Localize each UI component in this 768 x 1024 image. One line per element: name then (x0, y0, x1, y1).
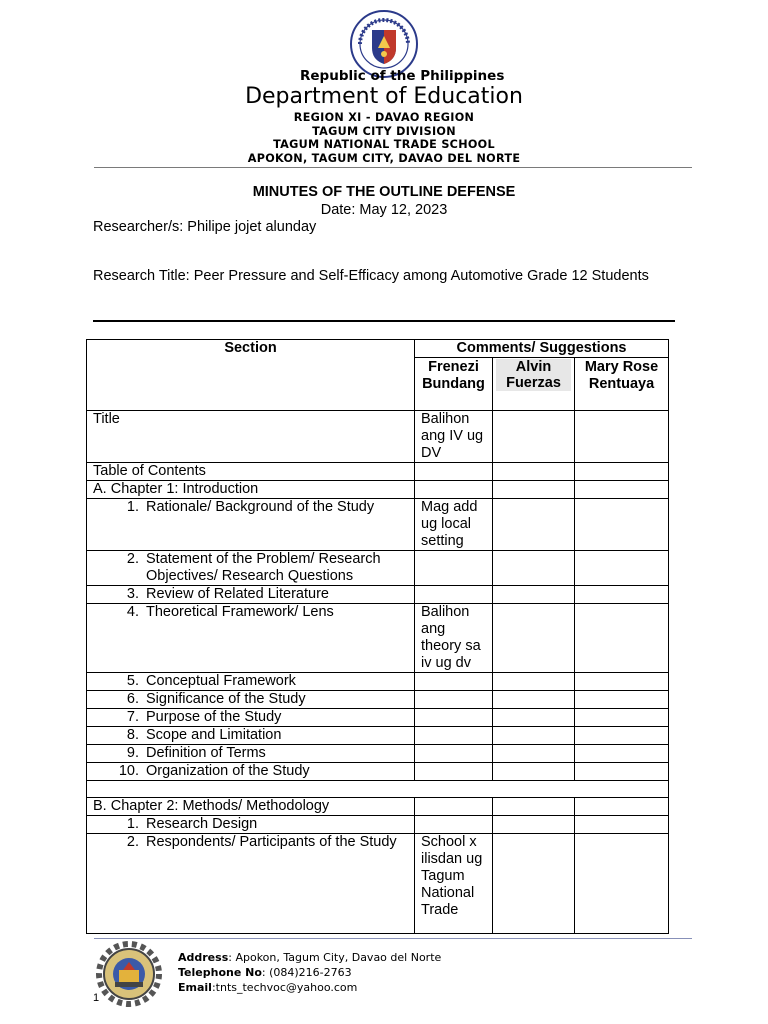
item-number: 9. (126, 745, 139, 761)
section-subitem (93, 691, 408, 708)
section-subitem (93, 673, 408, 690)
item-number: 1. (126, 816, 139, 832)
comment-cell-evaluator-1 (415, 745, 493, 763)
item-label: Theoretical Framework/ Lens (146, 604, 334, 620)
table-row (87, 604, 669, 673)
comment-cell-evaluator-1 (415, 798, 493, 816)
comment-cell-evaluator-3 (575, 745, 669, 763)
comment-cell-evaluator-2 (493, 763, 575, 781)
section-cell (87, 745, 415, 763)
comment-cell-evaluator-1 (415, 709, 493, 727)
comment-cell-evaluator-2 (493, 709, 575, 727)
item-number: 6. (126, 691, 139, 707)
comment-cell-evaluator-2 (493, 463, 575, 481)
comment-cell-evaluator-2 (493, 499, 575, 551)
table-row (87, 551, 669, 586)
section-cell (87, 499, 415, 551)
table-row (87, 709, 669, 727)
comment-cell-evaluator-3 (575, 709, 669, 727)
evaluator-3-header: Mary Rose Rentuaya (575, 358, 669, 411)
researcher-line: Researcher/s: Philipe jojet alunday (93, 219, 317, 235)
item-number: 8. (126, 727, 139, 743)
section-cell (87, 551, 415, 586)
evaluator-2-header: Alvin Fuerzas (493, 358, 575, 411)
section-subitem (93, 834, 408, 851)
section-cell (87, 691, 415, 709)
section-subitem (93, 763, 408, 780)
comment-cell-evaluator-1 (415, 727, 493, 745)
header-address: APOKON, TAGUM CITY, DAVAO DEL NORTE (247, 152, 521, 165)
section-cell: Title (87, 411, 415, 463)
document-date: Date: May 12, 2023 (320, 202, 448, 218)
item-number: 2. (126, 834, 139, 850)
section-cell (87, 727, 415, 745)
comment-cell-evaluator-3 (575, 727, 669, 745)
footer-telephone: Telephone No: (084)216-2763 (178, 966, 352, 979)
item-label: Conceptual Framework (146, 673, 296, 689)
section-subitem (93, 745, 408, 762)
footer-address: Address: Apokon, Tagum City, Davao del Norte (178, 951, 442, 964)
comment-cell-evaluator-3 (575, 798, 669, 816)
comment-cell-evaluator-2 (493, 816, 575, 834)
section-cell (87, 673, 415, 691)
item-label: Statement of the Problem/ Research Objectives/ Research Questions (146, 551, 381, 584)
comment-cell-evaluator-3 (575, 551, 669, 586)
table-row (87, 673, 669, 691)
comment-cell-evaluator-2 (493, 481, 575, 499)
item-number: 2. (126, 551, 139, 567)
header-republic: Republic of the Philippines (300, 68, 505, 84)
comment-cell-evaluator-3 (575, 481, 669, 499)
table-row (87, 586, 669, 604)
comment-cell-evaluator-3 (575, 499, 669, 551)
item-label: Rationale/ Background of the Study (146, 499, 375, 515)
item-label: Respondents/ Participants of the Study (146, 834, 397, 850)
section-cell: Table of Contents (87, 463, 415, 481)
evaluation-table-body (87, 340, 669, 934)
item-label: Review of Related Literature (146, 586, 329, 602)
item-label: Definition of Terms (146, 745, 266, 761)
item-number: 5. (126, 673, 139, 689)
header-region: REGION XI - DAVAO REGION (293, 111, 475, 124)
comment-cell-evaluator-3 (575, 463, 669, 481)
title-divider (93, 320, 675, 322)
section-subitem (93, 586, 408, 603)
section-column-header: Section (87, 340, 415, 411)
comment-cell-evaluator-2 (493, 604, 575, 673)
comment-cell-evaluator-2 (493, 745, 575, 763)
table-row (87, 411, 669, 463)
comment-cell-evaluator-1 (415, 673, 493, 691)
section-cell (87, 586, 415, 604)
item-label: Significance of the Study (146, 691, 306, 707)
item-number: 7. (126, 709, 139, 725)
table-row (87, 816, 669, 834)
evaluation-table (86, 339, 669, 934)
comment-cell-evaluator-1 (415, 816, 493, 834)
comment-cell-evaluator-3 (575, 586, 669, 604)
section-cell (87, 816, 415, 834)
comments-column-header: Comments/ Suggestions (415, 340, 669, 358)
document-title: MINUTES OF THE OUTLINE DEFENSE (252, 184, 516, 200)
footer-email: Email:tnts_techvoc@yahoo.com (178, 981, 358, 994)
comment-cell-evaluator-2 (493, 411, 575, 463)
header-divider (94, 167, 692, 168)
table-row (87, 834, 669, 934)
section-subitem (93, 604, 408, 621)
table-spacer-row (87, 781, 669, 798)
header-department: Department of Education (245, 84, 523, 109)
item-number: 4. (126, 604, 139, 620)
comment-cell-evaluator-2 (493, 834, 575, 934)
comment-cell-evaluator-2 (493, 673, 575, 691)
comment-cell-evaluator-2 (493, 551, 575, 586)
comment-cell-evaluator-1: Balihon ang theory sa iv ug dv (415, 604, 493, 673)
comment-cell-evaluator-3 (575, 411, 669, 463)
comment-cell-evaluator-1 (415, 691, 493, 709)
section-cell (87, 604, 415, 673)
section-subitem (93, 551, 408, 585)
header-school: TAGUM NATIONAL TRADE SCHOOL (273, 138, 495, 151)
spacer-cell (87, 781, 669, 798)
section-subitem (93, 816, 408, 833)
comment-cell-evaluator-2 (493, 691, 575, 709)
section-subitem (93, 709, 408, 726)
section-cell: B. Chapter 2: Methods/ Methodology (87, 798, 415, 816)
header-division: TAGUM CITY DIVISION (312, 125, 456, 138)
table-row (87, 499, 669, 551)
footer-divider (94, 938, 692, 939)
comment-cell-evaluator-1: Mag add ug local setting (415, 499, 493, 551)
item-label: Purpose of the Study (146, 709, 282, 725)
comment-cell-evaluator-1: Balihon ang IV ug DV (415, 411, 493, 463)
item-number: 10. (118, 763, 139, 779)
table-row (87, 745, 669, 763)
comment-cell-evaluator-1 (415, 763, 493, 781)
comment-cell-evaluator-1 (415, 463, 493, 481)
school-gear-logo (92, 941, 166, 1007)
table-row (87, 463, 669, 481)
comment-cell-evaluator-3 (575, 763, 669, 781)
item-label: Research Design (146, 816, 258, 832)
section-cell (87, 763, 415, 781)
comment-cell-evaluator-3 (575, 816, 669, 834)
comment-cell-evaluator-3 (575, 673, 669, 691)
table-row (87, 481, 669, 499)
comment-cell-evaluator-2 (493, 586, 575, 604)
research-title: Research Title: Peer Pressure and Self-Efficacy among Automotive Grade 12 Students (93, 268, 649, 284)
item-number: 1. (126, 499, 139, 515)
section-cell (87, 834, 415, 934)
table-row (87, 798, 669, 816)
item-label: Organization of the Study (146, 763, 310, 779)
item-number: 3. (126, 586, 139, 602)
item-label: Scope and Limitation (146, 727, 282, 743)
comment-cell-evaluator-1 (415, 586, 493, 604)
comment-cell-evaluator-1: School x ilisdan ug Tagum National Trade (415, 834, 493, 934)
section-subitem (93, 727, 408, 744)
comment-cell-evaluator-2 (493, 798, 575, 816)
table-row (87, 763, 669, 781)
section-subitem (93, 499, 408, 516)
comment-cell-evaluator-3 (575, 691, 669, 709)
section-cell: A. Chapter 1: Introduction (87, 481, 415, 499)
table-row (87, 727, 669, 745)
page-number: 1 (93, 992, 100, 1004)
evaluator-1-header: Frenezi Bundang (415, 358, 493, 411)
comment-cell-evaluator-1 (415, 481, 493, 499)
section-cell (87, 709, 415, 727)
comment-cell-evaluator-3 (575, 604, 669, 673)
comment-cell-evaluator-1 (415, 551, 493, 586)
comment-cell-evaluator-2 (493, 727, 575, 745)
comment-cell-evaluator-3 (575, 834, 669, 934)
table-header-row (87, 340, 669, 358)
table-row (87, 691, 669, 709)
